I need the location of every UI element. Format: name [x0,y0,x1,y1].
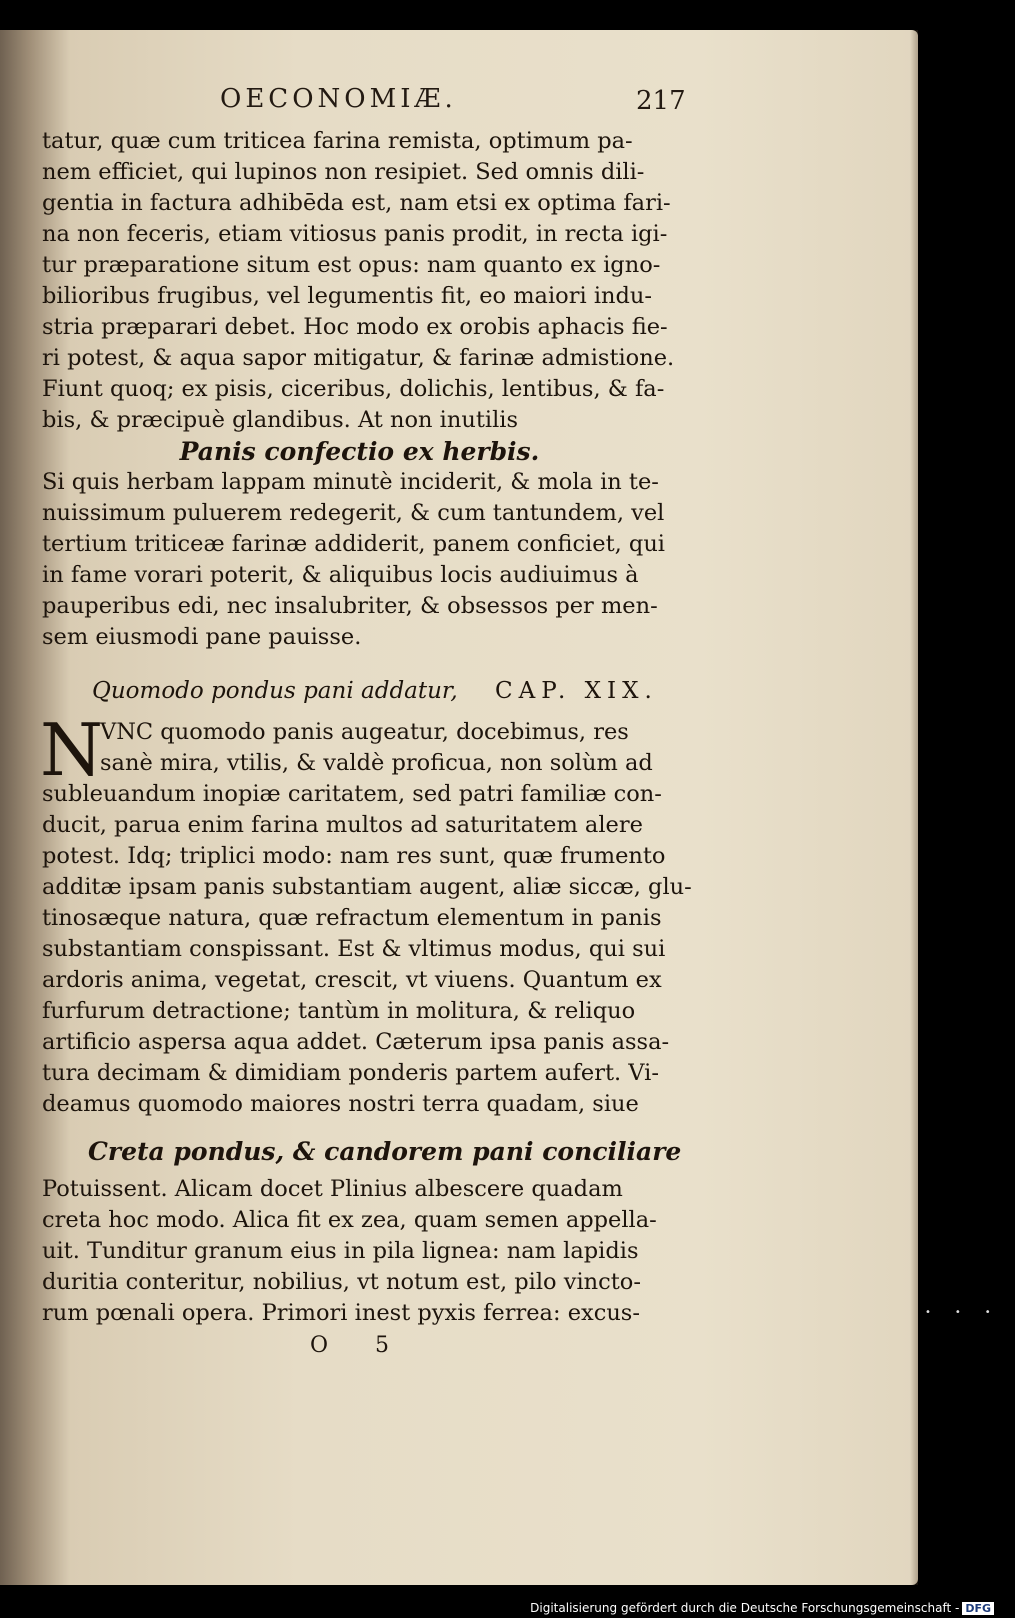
text-line: bilioribus frugibus, vel legumentis fit, eo maiori indu- [42,283,653,309]
text-line: tinosæque natura, quæ refractum elementum in panis [42,905,662,931]
text-line: pauperibus edi, nec insalubriter, & obsessos per men- [42,593,658,619]
text-line: tatur, quæ cum triticea farina remista, optimum pa- [42,128,633,154]
text-line: stria præparari debet. Hoc modo ex orobis aphacis fie- [42,314,668,340]
text-line: potest. Idq; triplici modo: nam res sunt, quæ frumento [42,843,666,869]
text-line: duritia conteritur, nobilius, vt notum est, pilo vincto- [42,1269,641,1295]
text-line: Fiunt quoq; ex pisis, ciceribus, dolichis, lentibus, & fa- [42,376,665,402]
text-line: uit. Tunditur granum eius in pila lignea: nam lapidis [42,1238,639,1264]
page-number: 217 [636,86,686,116]
digitization-footer [530,1601,994,1615]
footer-text: Digitalisierung gefördert durch die Deutsche Forschungsgemeinschaft - [530,1601,960,1615]
text-line: creta hoc modo. Alica fit ex zea, quam semen appella- [42,1207,657,1233]
drop-cap: N [40,708,103,792]
section-heading: Panis confectio ex herbis. [179,437,540,466]
dfg-logo[interactable]: DFG [962,1602,994,1615]
section-heading: Creta pondus, & candorem pani conciliare [88,1137,682,1166]
text-line: ri potest, & aqua sapor mitigatur, & farinæ admistione. [42,345,675,371]
book-page [0,30,918,1585]
text-line: na non feceris, etiam vitiosus panis prodit, in recta igi- [42,221,668,247]
text-line: additæ ipsam panis substantiam augent, aliæ siccæ, glu- [42,874,692,900]
text-line: sem eiusmodi pane pauisse. [42,624,362,650]
text-line: furfurum detractione; tantùm in molitura, & reliquo [42,998,636,1024]
text-block [40,126,692,1363]
text-line: subleuandum inopiæ caritatem, sed patri familiæ con- [42,781,662,807]
chapter-title: Quomodo pondus pani addatur, [92,678,458,704]
text-line: tur præparatione situm est opus: nam quanto ex igno- [42,252,661,278]
text-line: sanè mira, vtilis, & valdè proficua, non solùm ad [100,750,653,776]
text-line: Si quis herbam lappam minutè inciderit, & mola in te- [42,469,659,495]
text-line: ducit, parua enim farina multos ad saturitatem alere [42,812,643,838]
text-line: nuissimum puluerem redegerit, & cum tantundem, vel [42,500,665,526]
text-line: substantiam conspissant. Est & vltimus modus, qui sui [42,936,666,962]
scan-edge-marks: ••• [925,1307,1015,1318]
chapter-heading [42,665,677,717]
text-line: gentia in factura adhibēda est, nam etsi ex optima fari- [42,190,671,216]
text-line: VNC quomodo panis augeatur, docebimus, res [100,719,629,745]
text-line: tertium triticeæ farinæ addiderit, panem conficiet, qui [42,531,666,557]
page-edge-shadow [910,30,918,1585]
text-line: rum pœnali opera. Primori inest pyxis ferrea: excus- [42,1300,640,1326]
text-line: Potuissent. Alicam docet Plinius albescere quadam [42,1176,623,1202]
running-head: OECONOMIÆ. [220,84,457,114]
text-line: in fame vorari poterit, & aliquibus locis audiuimus à [42,562,639,588]
text-line: ardoris anima, vegetat, crescit, vt viuens. Quantum ex [42,967,662,993]
text-line: deamus quomodo maiores nostri terra quadam, siue [42,1091,639,1117]
text-line: bis, & præcipuè glandibus. At non inutilis [42,407,519,433]
text-line: nem efficiet, qui lupinos non resipiet. Sed omnis dili- [42,159,645,185]
signature-mark: O 5 [309,1333,410,1358]
chapter-number: CAP. XIX. [495,678,658,704]
spacer [42,1120,677,1130]
text-line: artificio aspersa aqua addet. Cæterum ipsa panis assa- [42,1029,670,1055]
text-line: tura decimam & dimidiam ponderis partem aufert. Vi- [42,1060,659,1086]
